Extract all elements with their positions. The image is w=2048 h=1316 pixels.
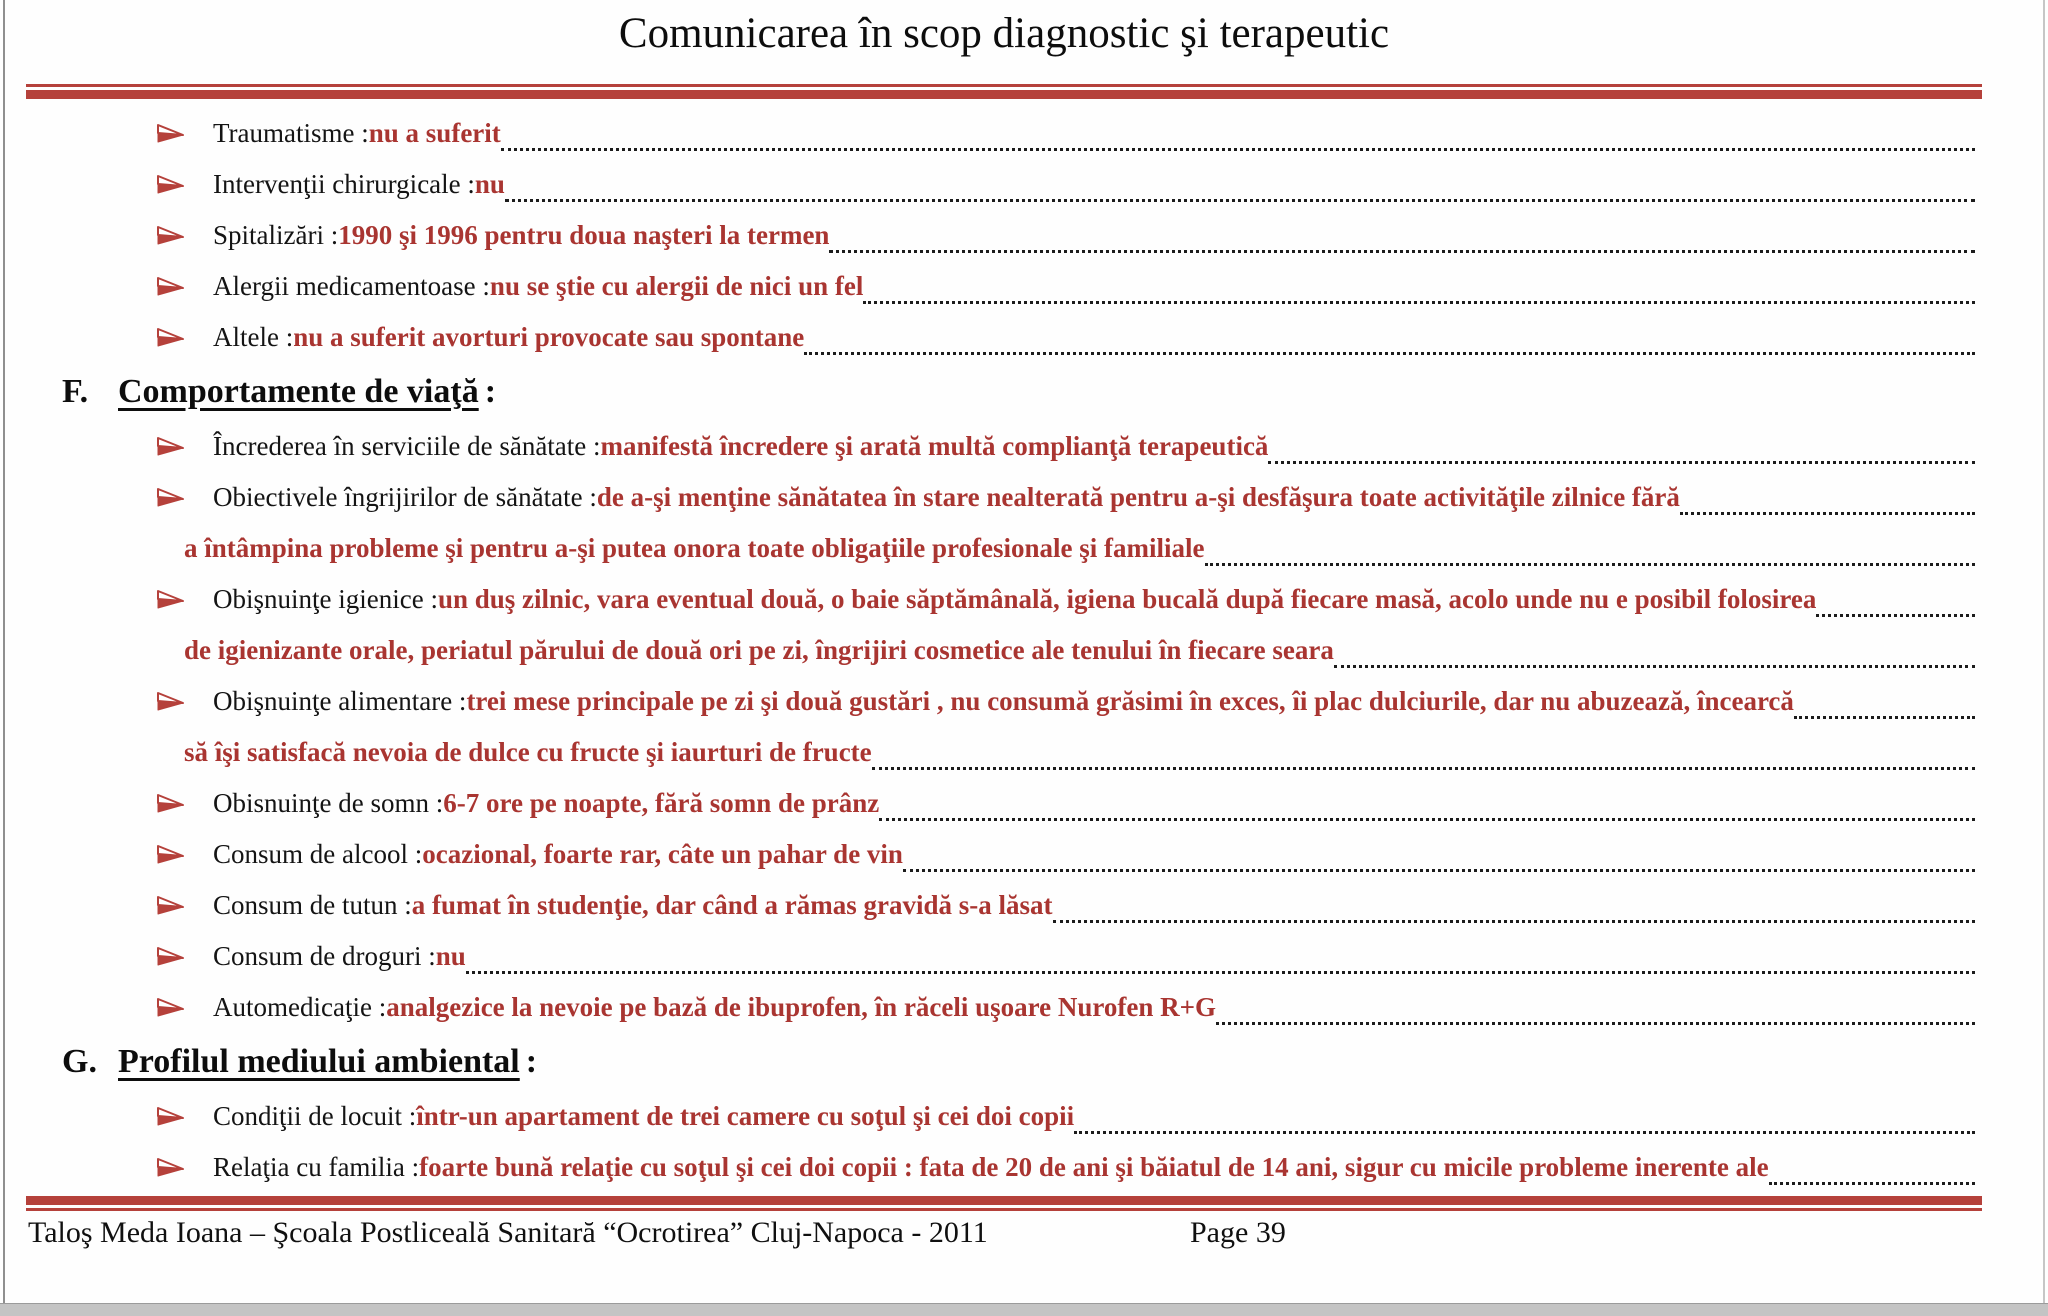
bullet-label: Consum de droguri : <box>213 941 436 971</box>
bullet-line <box>0 982 1975 1033</box>
bullet-line <box>0 210 1975 261</box>
bottom-rule-thick <box>26 1196 1982 1205</box>
arrow-bullet-icon <box>156 472 213 523</box>
arrow-bullet-icon <box>156 1142 213 1193</box>
bullet-value: trei mese principale pe zi şi două gustări , nu consumă grăsimi în exces, îi plac dulciurile, dar nu abuzează, încearcă <box>466 686 1794 716</box>
dotted-leader <box>804 312 1975 355</box>
bullet-line <box>0 880 1975 931</box>
bullet-label: Automedicaţie : <box>213 992 387 1022</box>
page-bottom-edge <box>0 1303 2048 1316</box>
bullet-value: analgezice la nevoie pe bază de ibuprofen, în răceli uşoare Nurofen R+G <box>386 992 1217 1022</box>
dotted-leader <box>1053 880 1975 923</box>
bullet-value: manifestă încredere şi arată multă complianţă terapeutică <box>600 431 1269 461</box>
arrow-bullet-icon <box>156 931 213 982</box>
bullet-line <box>0 574 1975 625</box>
bullet-label: Relaţia cu familia : <box>213 1152 420 1182</box>
bullet-line <box>0 421 1975 472</box>
bullet-line <box>0 159 1975 210</box>
arrow-bullet-icon <box>156 421 213 472</box>
bullet-label: Condiţii de locuit : <box>213 1101 417 1131</box>
section-letter: G. <box>62 1043 97 1080</box>
arrow-bullet-icon <box>156 880 213 931</box>
bullet-value: de a-şi menţine sănătatea în stare nealterată pentru a-şi desfăşura toate activităţile zilnice fără <box>596 482 1680 512</box>
section-title: Profilul mediului ambiental <box>118 1043 520 1080</box>
arrow-bullet-icon <box>156 261 213 312</box>
bullet-line <box>0 931 1975 982</box>
dotted-leader <box>863 261 1975 304</box>
bullet-line <box>0 829 1975 880</box>
bullet-value: nu <box>474 169 505 199</box>
section-heading <box>0 1033 1975 1091</box>
bullet-line <box>0 778 1975 829</box>
dotted-leader <box>505 159 1975 202</box>
bullet-line <box>0 625 1975 676</box>
arrow-bullet-icon <box>156 829 213 880</box>
footer <box>0 1212 1975 1254</box>
section-letter: F. <box>62 373 89 410</box>
dotted-leader <box>1205 523 1976 566</box>
dotted-leader <box>829 210 1975 253</box>
dotted-leader <box>1769 1142 1975 1185</box>
bullet-value: ocazional, foarte rar, câte un pahar de vin <box>422 839 903 869</box>
bullet-line <box>0 523 1975 574</box>
bullet-label: Altele : <box>213 322 294 352</box>
arrow-bullet-icon <box>156 982 213 1033</box>
bullet-value: într-un apartament de trei camere cu soţul şi cei doi copii <box>416 1101 1075 1131</box>
arrow-bullet-icon <box>156 574 213 625</box>
arrow-bullet-icon <box>156 159 213 210</box>
dotted-leader <box>872 727 1975 770</box>
bullet-line <box>0 312 1975 363</box>
dotted-leader <box>466 931 1975 974</box>
bullet-label: Obiectivele îngrijirilor de sănătate : <box>213 482 597 512</box>
bullet-label: Traumatisme : <box>213 118 369 148</box>
page-right-border <box>2043 0 2045 1303</box>
bullet-label: Obisnuinţe de somn : <box>213 788 444 818</box>
bullet-value: nu se ştie cu alergii de nici un fel <box>489 271 864 301</box>
arrow-bullet-icon <box>156 778 213 829</box>
bullet-value: un duş zilnic, vara eventual două, o baie săptămânală, igiena bucală după fiecare masă, acolo unde nu e posibil folosirea <box>437 584 1817 614</box>
bullet-line <box>0 1091 1975 1142</box>
bullet-value: să îşi satisfacă nevoia de dulce cu fructe şi iaurturi de fructe <box>184 737 872 767</box>
bullet-line <box>0 1142 1975 1193</box>
bullet-line <box>0 676 1975 727</box>
bullet-value: de igienizante orale, periatul părului de două ori pe zi, îngrijiri cosmetice ale tenului în fiecare seara <box>184 635 1334 665</box>
dotted-leader <box>501 108 1975 151</box>
bullet-label: Alergii medicamentoase : <box>213 271 490 301</box>
arrow-bullet-icon <box>156 210 213 261</box>
bullet-value: a întâmpina probleme şi pentru a-şi putea onora toate obligaţiile profesionale şi familiale <box>184 533 1205 563</box>
section-title: Comportamente de viaţă <box>118 373 479 410</box>
bullet-label: Spitalizări : <box>213 220 339 250</box>
bullet-value: nu a suferit <box>368 118 501 148</box>
bullet-label: Consum de tutun : <box>213 890 412 920</box>
section-colon: : <box>484 373 497 410</box>
content-rows <box>0 108 1975 1193</box>
bullet-value: foarte bună relaţie cu soţul şi cei doi copii : fata de 20 de ani şi băiatul de 14 ani, sigur cu micile probleme inerente ale <box>419 1152 1769 1182</box>
dotted-leader <box>1216 982 1975 1025</box>
dotted-leader <box>1074 1091 1975 1134</box>
bullet-line <box>0 261 1975 312</box>
footer-page-number: Page 39 <box>1190 1216 1286 1249</box>
dotted-leader <box>1794 676 1975 719</box>
top-rule-thick <box>26 90 1982 99</box>
dotted-leader <box>1334 625 1975 668</box>
arrow-bullet-icon <box>156 676 213 727</box>
dotted-leader <box>1680 472 1975 515</box>
bullet-label: Încrederea în serviciile de sănătate : <box>213 431 601 461</box>
bullet-label: Consum de alcool : <box>213 839 423 869</box>
bullet-value: a fumat în studenţie, dar când a rămas gravidă s-a lăsat <box>411 890 1053 920</box>
slide-title: Comunicarea în scop diagnostic şi terapeutic <box>618 10 1390 57</box>
bullet-value: 1990 şi 1996 pentru doua naşteri la termen <box>338 220 830 250</box>
bullet-label: Obişnuinţe igienice : <box>213 584 438 614</box>
arrow-bullet-icon <box>156 1091 213 1142</box>
bullet-value: nu a suferit avorturi provocate sau spontane <box>293 322 805 352</box>
footer-author: Taloş Meda Ioana – Şcoala Postliceală Sanitară “Ocrotirea” Cluj-Napoca - 2011 <box>28 1216 988 1249</box>
bullet-value: 6-7 ore pe noapte, fără somn de prânz <box>443 788 880 818</box>
dotted-leader <box>1816 574 1975 617</box>
section-colon: : <box>525 1043 538 1080</box>
dotted-leader <box>903 829 1975 872</box>
bullet-label: Obişnuinţe alimentare : <box>213 686 467 716</box>
arrow-bullet-icon <box>156 108 213 159</box>
arrow-bullet-icon <box>156 312 213 363</box>
section-heading <box>0 363 1975 421</box>
bullet-label: Intervenţii chirurgicale : <box>213 169 475 199</box>
dotted-leader <box>1268 421 1975 464</box>
bullet-line <box>0 472 1975 523</box>
top-rule-thin <box>26 84 1982 87</box>
bullet-line <box>0 727 1975 778</box>
bottom-rule-thin <box>26 1208 1982 1211</box>
dotted-leader <box>879 778 1975 821</box>
bullet-line <box>0 108 1975 159</box>
bullet-value: nu <box>435 941 466 971</box>
